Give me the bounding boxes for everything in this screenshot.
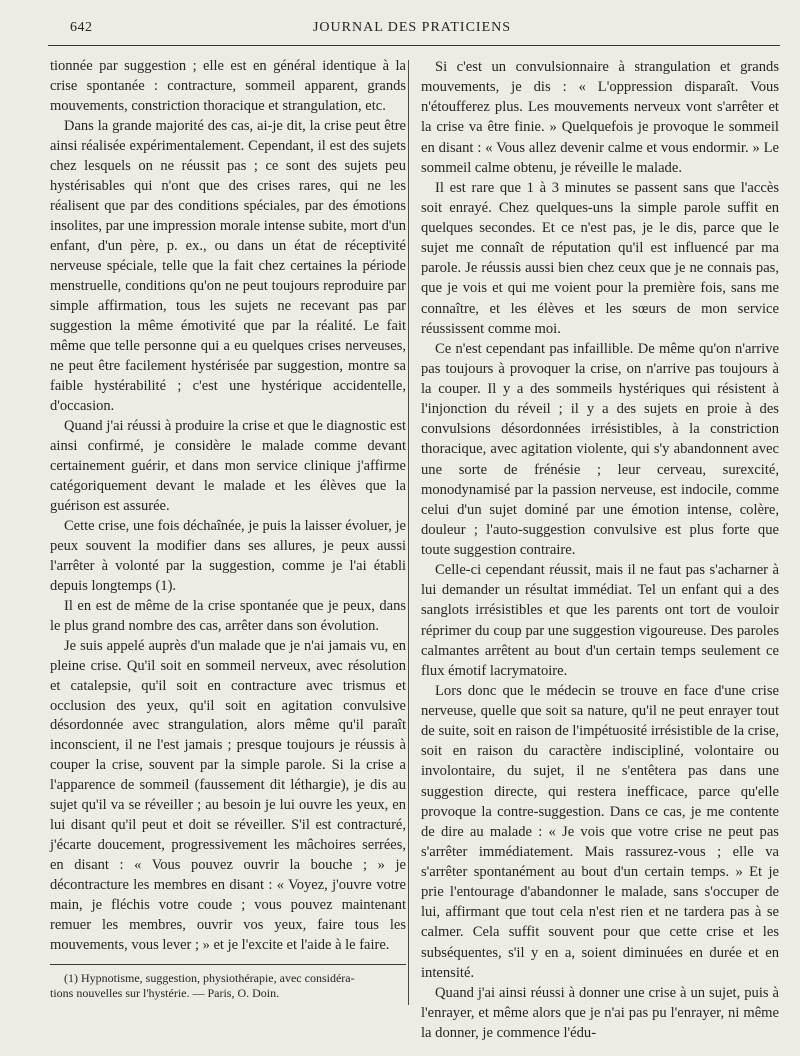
footnote-rule (50, 964, 406, 965)
paragraph: tionnée par suggestion ; elle est en général identique à la crise spontanée : contracture, sommeil apparent, grands mouvements, constriction thoracique et strangulation, etc. (50, 58, 406, 114)
paragraph: Ce n'est cependant pas infaillible. De même qu'on n'arrive pas toujours à provoquer la crise, on n'arrive pas toujours à la couper. Il y a des sommeils hystériques qui résistent à l'injonction du réveil ; il y a des sujets en proie à des convulsions désordonnées irrésistibles, à la constriction thoracique, avec agitation violente, qui s'y abandonnent avec une sorte de frénésie ; leur cerveau, surexcité, monodynamisé par la passion nerveuse, est indocile, comme celui d'un sujet dominé par une émotion intense, colère, douleur ; l'auto-suggestion convulsive est plus forte que toute suggestion contraire. (421, 340, 779, 558)
page-number: 642 (70, 20, 93, 35)
right-column (421, 57, 779, 1043)
footnote-line: (1) Hypnotisme, suggestion, physiothérapie, avec considéra- (64, 971, 355, 985)
paragraph: Dans la grande majorité des cas, ai-je dit, la crise peut être ainsi réalisée expérimentalement. Cependant, il est des sujets chez lesquels on ne réussit pas ; ce sont des sujets peu hystérisables qui n'ont que des crises rares, qui ne les réalisent que par des conditions spéciales, par des émotions insolites, par une impression morale intense subite, mort d'un enfant, d'un père, p. ex., ou dans un état de réceptivité nerveuse spéciale, telle que la fait chez certaines la période menstruelle, conditions qu'on ne peut toujours reproduire par simple affirmation, tous les sujets ne recevant pas par suggestion la même émotivité que par la réalité. Le fait même que telle personne qui a eu quelques crises nerveuses, ne peut être facilement hystérisée par suggestion, montre sa faible hystérabilité ; c'est une hystérique accidentelle, d'occasion. (50, 117, 406, 414)
paragraph: Il est rare que 1 à 3 minutes se passent sans que l'accès soit enrayé. Chez quelques-uns la simple parole suffit en quelques secondes. Et ce n'est pas, je le dis, parce que le sujet me connaît de réputation qu'il est influencé par ma parole. Je réussis aussi bien chez ceux que je ne connais pas, que je vois et qui me voient pour la première fois, sans me connaître, et les élèves et les sœurs de mon service réussissent comme moi. (421, 179, 779, 337)
paragraph: Quand j'ai ainsi réussi à donner une crise à un sujet, puis à l'enrayer, et même alors que je n'ai pas pu l'enrayer, ni même la donner, je commence l'édu- (421, 984, 779, 1041)
paragraph: Quand j'ai réussi à produire la crise et que le diagnostic est ainsi confirmé, je considère le malade comme devant certainement guérir, et dans mon service clinique j'affirme catégoriquement devant le malade et les élèves que la guérison est assurée. (50, 417, 406, 514)
paragraph: Lors donc que le médecin se trouve en face d'une crise nerveuse, quelle que soit sa nature, qu'il ne peut enrayer tout de suite, soit en raison de l'impétuosité irrésistible de la crise, soit en raison du caractère indiscipliné, volontaire ou involontaire, du sujet, il ne s'entêtera pas dans une suggestion directe, qui restera inefficace, parce qu'elle provoque la contre-suggestion. Dans ce cas, je me contente de dire au malade : « Je vois que votre crise ne peut pas s'arrêter immédiatement. Mais rassurez-vous ; elle va s'arrêter spontanément au bout d'un certain temps. » Et je prie l'entourage d'abandonner le malade, sans s'occuper de lui, affirmant que tout cela n'est rien et ne tardera pas à se calmer. Cela suffit souvent pour que cette crise et les subséquentes, s'il y en a, soient diminuées en durée et en intensité. (421, 682, 779, 981)
column-divider (408, 60, 409, 1005)
header-rule (48, 45, 780, 46)
footnote-line: tions nouvelles sur l'hystérie. — Paris, O. Doin. (50, 986, 280, 1000)
paragraph: Il en est de même de la crise spontanée que je peux, dans le plus grand nombre des cas, arrêter dans son évolution. (50, 597, 406, 634)
left-column (50, 57, 406, 956)
page-header (46, 18, 778, 40)
running-title: JOURNAL DES PRATICIENS (312, 20, 512, 35)
footnote (50, 971, 406, 1001)
paragraph: Cette crise, une fois déchaînée, je puis la laisser évoluer, je peux souvent la modifier dans ses allures, je peux aussi l'arrêter à volonté par la suggestion, comme je l'ai établi depuis longtemps (1). (50, 517, 406, 594)
paragraph: Si c'est un convulsionnaire à strangulation et grands mouvements, je dis : « L'oppression disparaît. Vous n'étoufferez plus. Les mouvements nerveux vont s'arrêter et la crise va être finie. » Quelquefois je provoque le sommeil en disant : « Vous allez devenir calme et vous endormir. » Le sommeil calme obtenu, je réveille le malade. (421, 59, 779, 176)
paragraph: Celle-ci cependant réussit, mais il ne faut pas s'acharner à lui demander un résultat immédiat. Tel un enfant qui a des sanglots irrésistibles et que les parents ont tort de vouloir réprimer du coup par une suggestion vigoureuse. Des paroles calmantes arrêtent au bout d'un certain temps seulement ce flux émotif lacrymatoire. (421, 562, 779, 679)
paragraph: Je suis appelé auprès d'un malade que je n'ai jamais vu, en pleine crise. Qu'il soit en sommeil nerveux, avec résolution et catalepsie, qu'il soit en contracture avec trismus et occlusion des yeux, qu'il soit en agitation convulsive désordonnée avec strangulation, alors même qu'il paraît inconscient, il ne l'est jamais ; presque toujours je réussis à couper la crise, souvent par la simple parole. Si la crise a l'apparence de sommeil (faussement dit léthargie), je dis au sujet qu'il va se réveiller ; au besoin je lui ouvre les yeux, en lui disant qu'il peut et doit se réveiller. S'il est contracturé, j'écarte doucement, progressivement les mâchoires serrées, en disant : « Vous pouvez ouvrir la bouche ; » je décontracture les membres en disant : « Voyez, j'ouvre votre main, je fléchis votre coude ; vous pouvez maintenant remuer les membres, ouvrir vos yeux, faire tous les mouvements, vous lever ; » et je l'excite et l'aide à le faire. (50, 637, 406, 954)
